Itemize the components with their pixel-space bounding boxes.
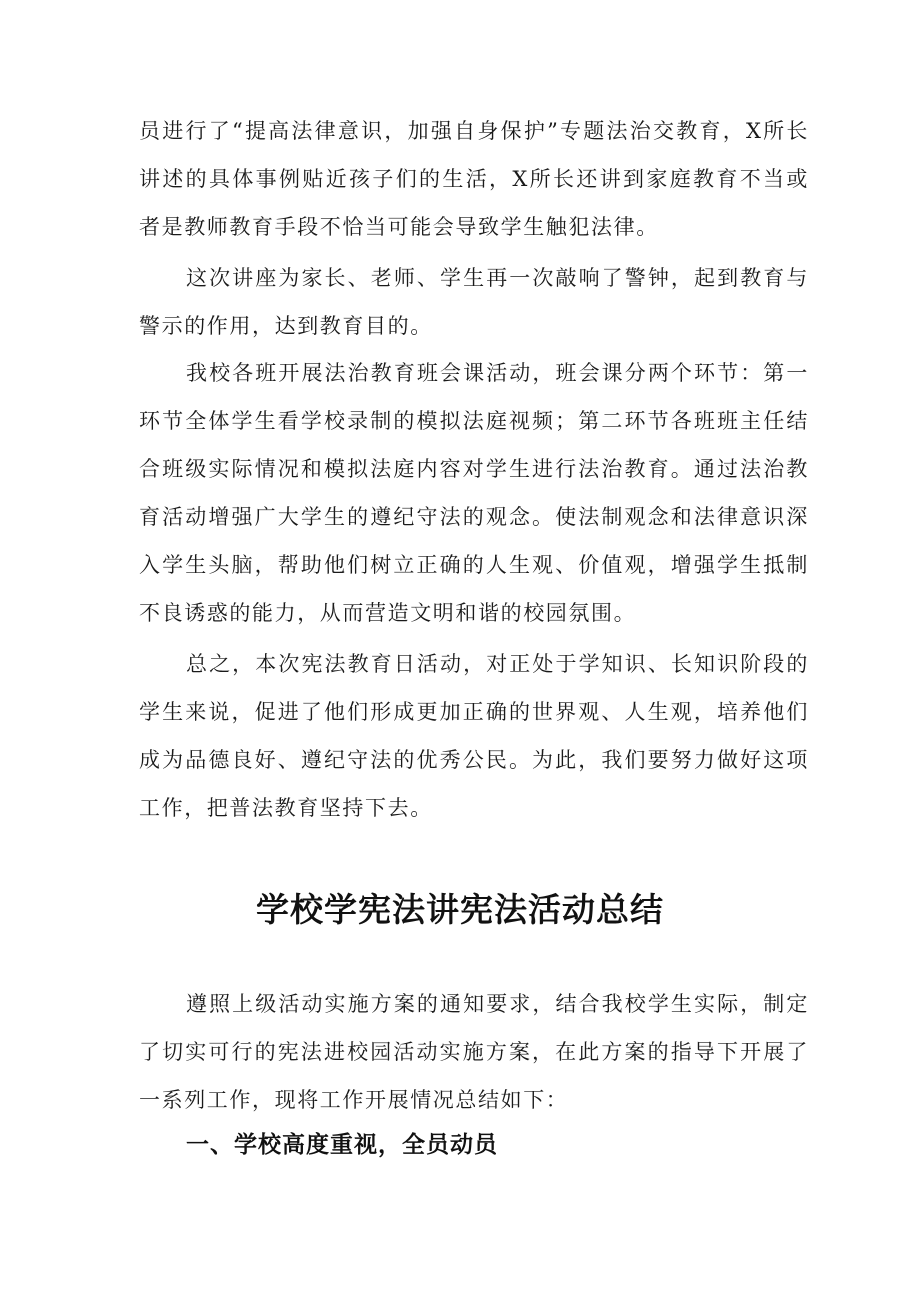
paragraph-intro: 遵照上级活动实施方案的通知要求，结合我校学生实际，制定了切实可行的宪法进校园活动实施方案，在此方案的指导下开展了一系列工作，现将工作开展情况总结如下： xyxy=(139,992,809,1112)
document-title: 学校学宪法讲宪法活动总结 xyxy=(256,890,664,929)
paragraph-conclusion: 总之，本次宪法教育日活动，对正处于学知识、长知识阶段的学生来说，促进了他们形成更加正确的世界观、人生观，培养他们成为品德良好、遵纪守法的优秀公民。为此，我们要努力做好这项工作，把普法教育坚持下去。 xyxy=(139,652,809,820)
paragraph-class-meeting: 我校各班开展法治教育班会课活动，班会课分两个环节：第一环节全体学生看学校录制的模拟法庭视频；第二环节各班班主任结合班级实际情况和模拟法庭内容对学生进行法治教育。通过法治教育活动增强广大学生的遵纪守法的观念。使法制观念和法律意识深入学生头脑，帮助他们树立正确的人生观、价值观，增强学生抵制不良诱惑的能力，从而营造文明和谐的校园氛围。 xyxy=(139,361,809,625)
paragraph-lecture-content: 员进行了“提高法律意识，加强自身保护”专题法治交教育，X所长讲述的具体事例贴近孩子们的生活，X所长还讲到家庭教育不当或者是教师教育手段不恰当可能会导致学生触犯法律。 xyxy=(139,119,809,239)
paragraph-lecture-effect: 这次讲座为家长、老师、学生再一次敲响了警钟，起到教育与警示的作用，达到教育目的。 xyxy=(139,266,809,338)
section-heading: 一、学校高度重视，全员动员 xyxy=(186,1132,498,1158)
